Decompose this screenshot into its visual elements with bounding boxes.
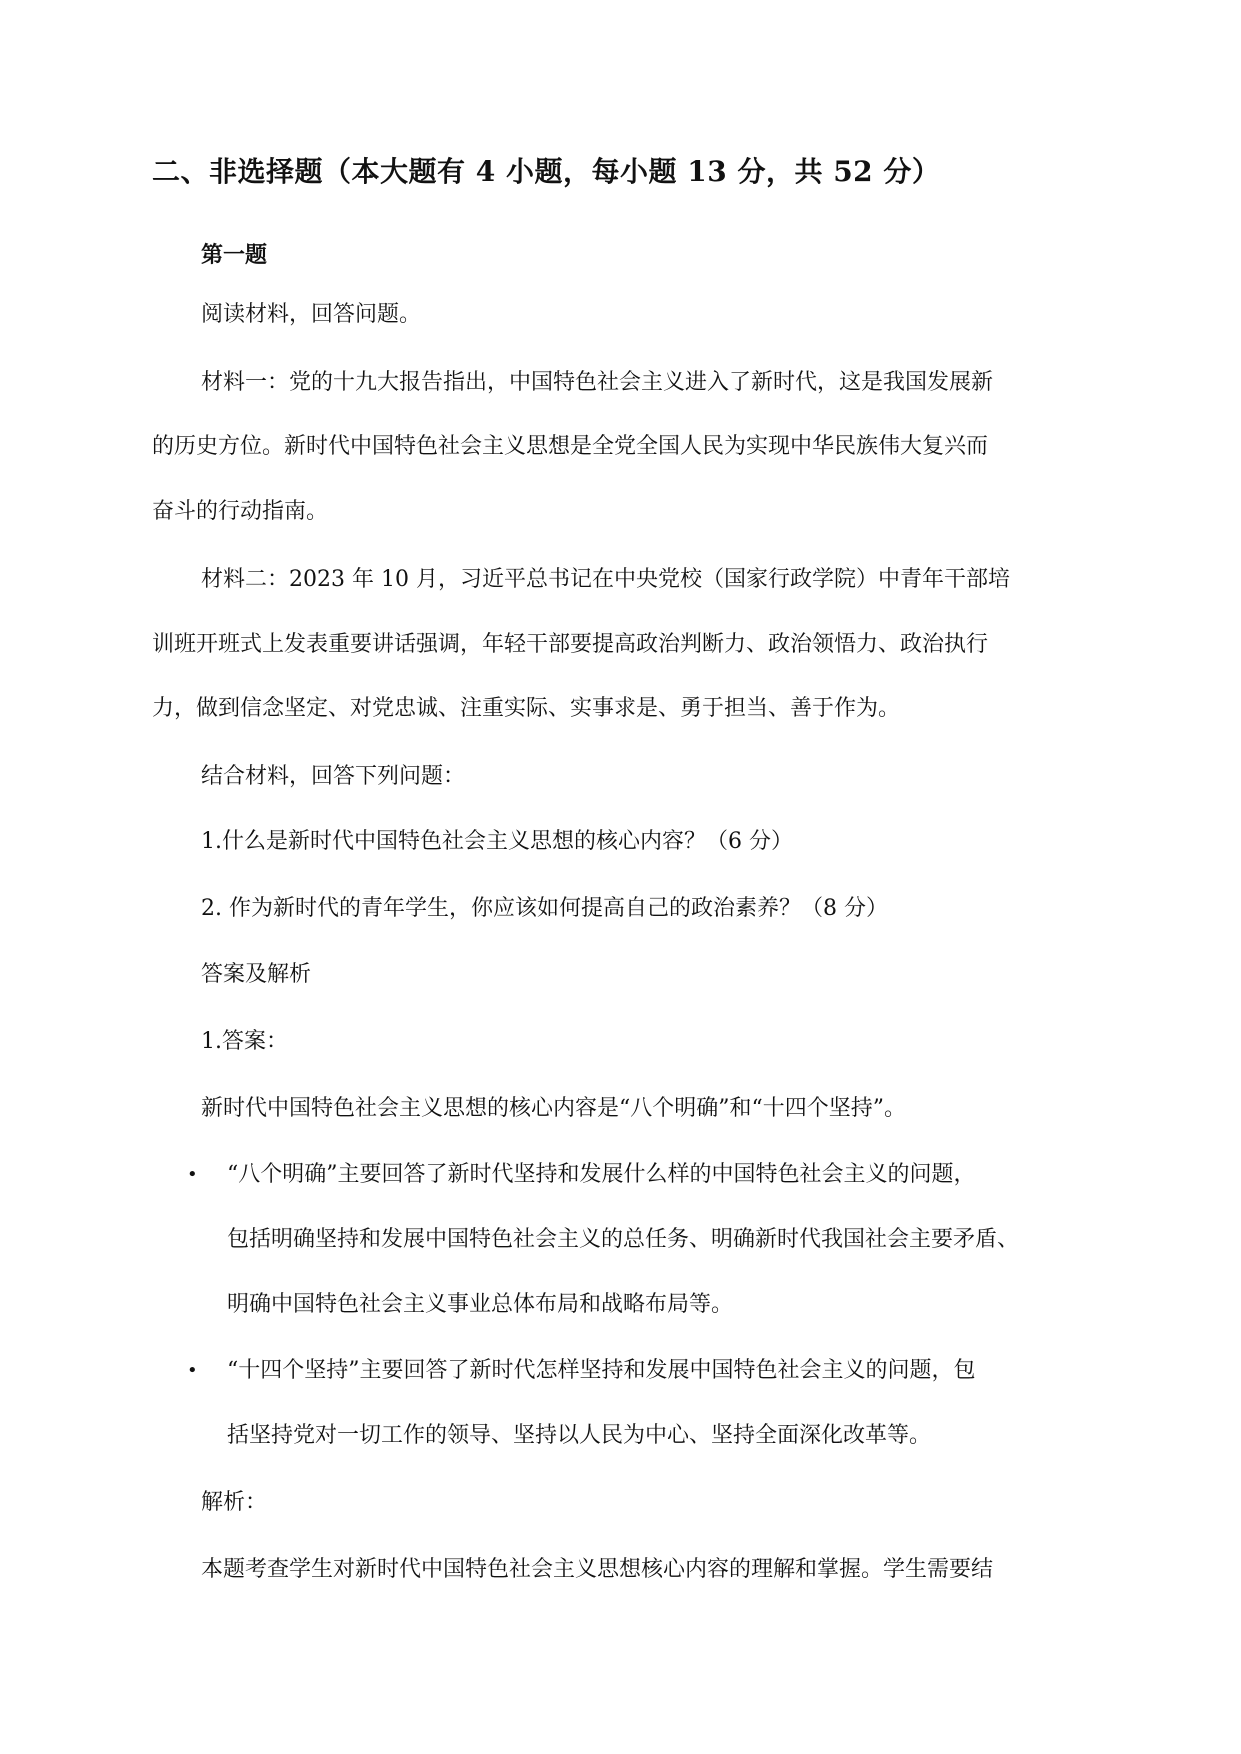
material2-line1: 材料二：2023 年 10 月，习近平总书记在中央党校（国家行政学院）中青年干部培 <box>201 567 1010 592</box>
material1-line1: 材料一：党的十九大报告指出，中国特色社会主义进入了新时代，这是我国发展新 <box>201 370 994 395</box>
bullet-marker: • <box>187 1360 198 1381</box>
material1-line2: 的历史方位。新时代中国特色社会主义思想是全党全国人民为实现中华民族伟大复兴而 <box>152 434 989 459</box>
bullet2-line2: 括坚持党对一切工作的领导、坚持以人民为中心、坚持全面深化改革等。 <box>227 1423 932 1448</box>
bullet2-line1: “十四个坚持”主要回答了新时代怎样坚持和发展中国特色社会主义的问题，包 <box>227 1358 976 1383</box>
analysis-text: 本题考查学生对新时代中国特色社会主义思想核心内容的理解和掌握。学生需要结 <box>201 1557 994 1582</box>
material2-line2: 训班开班式上发表重要讲话强调，年轻干部要提高政治判断力、政治领悟力、政治执行 <box>152 632 989 657</box>
sub-question-1: 1.什么是新时代中国特色社会主义思想的核心内容？（6 分） <box>201 829 793 854</box>
material2-line3: 力，做到信念坚定、对党忠诚、注重实际、实事求是、勇于担当、善于作为。 <box>152 696 901 721</box>
section-title: 二、非选择题（本大题有 4 小题，每小题 13 分，共 52 分） <box>152 155 941 188</box>
sub-question-2: 2. 作为新时代的青年学生，你应该如何提高自己的政治素养？（8 分） <box>201 896 888 921</box>
bullet1-line3: 明确中国特色社会主义事业总体布局和战略布局等。 <box>227 1292 734 1317</box>
intro-text: 阅读材料，回答问题。 <box>201 302 422 327</box>
bullet-marker: • <box>187 1164 198 1185</box>
question-title: 第一题 <box>201 242 268 268</box>
prompt-text: 结合材料，回答下列问题： <box>201 764 466 789</box>
bullet1-line1: “八个明确”主要回答了新时代坚持和发展什么样的中国特色社会主义的问题， <box>227 1162 976 1187</box>
answer1-label: 1.答案： <box>201 1029 288 1054</box>
answer1-text: 新时代中国特色社会主义思想的核心内容是“八个明确”和“十四个坚持”。 <box>201 1096 906 1121</box>
answer-heading: 答案及解析 <box>201 962 312 987</box>
material1-line3: 奋斗的行动指南。 <box>152 499 329 524</box>
bullet1-line2: 包括明确坚持和发展中国特色社会主义的总任务、明确新时代我国社会主要矛盾、 <box>227 1227 1020 1252</box>
analysis-label: 解析： <box>201 1490 268 1515</box>
